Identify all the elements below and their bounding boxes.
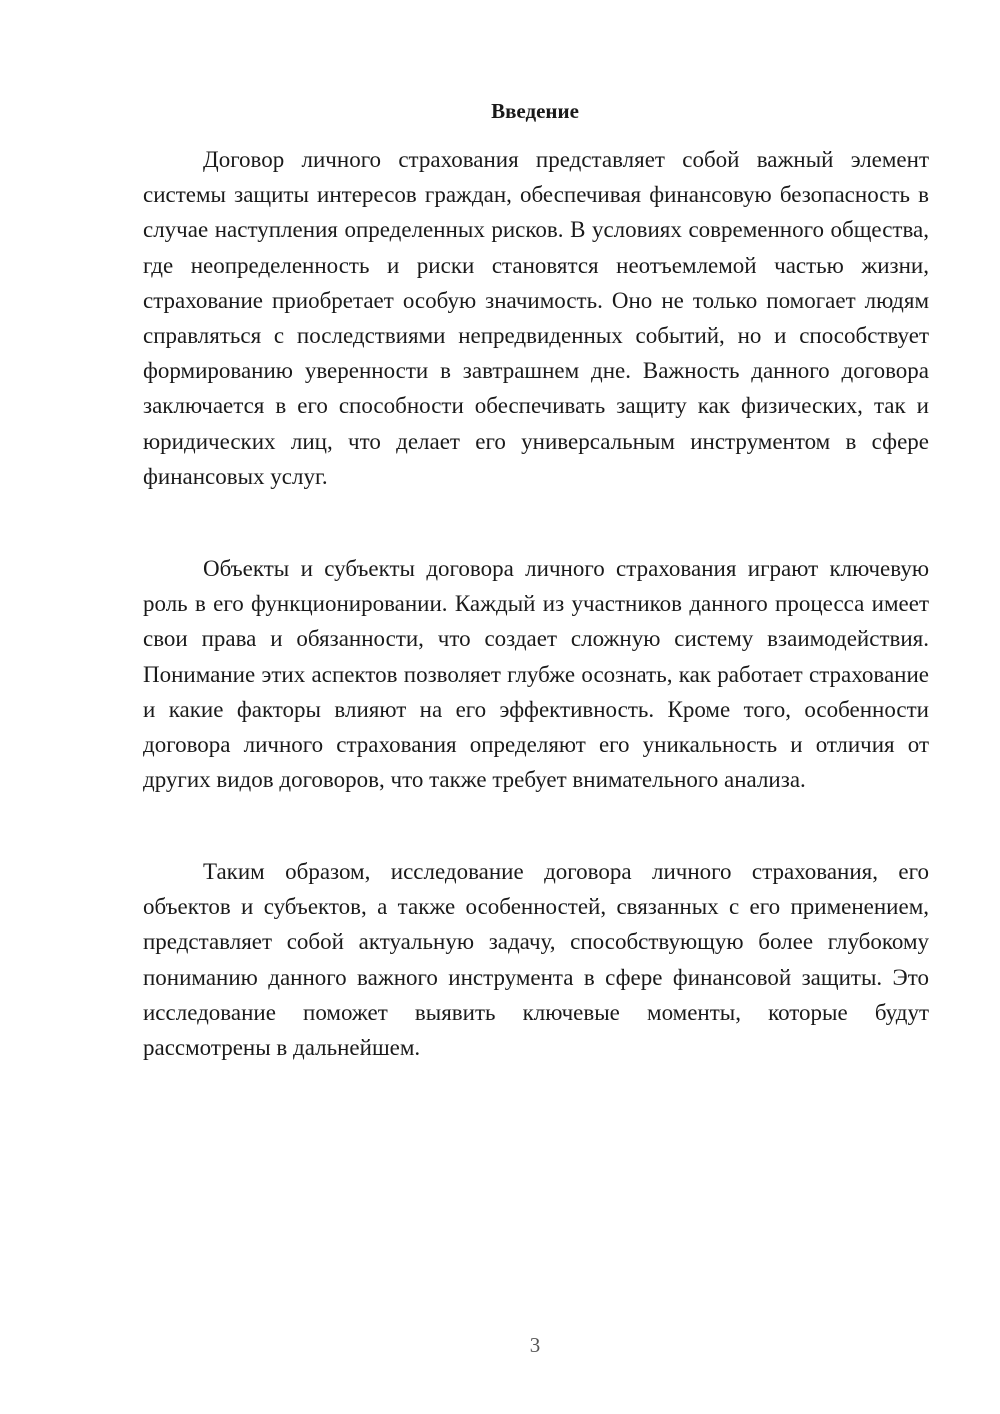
paragraph: Объекты и субъекты договора личного страхования играют ключевую роль в его функционировании. Каждый из участников данного процесса имеет свои права и обязанности, что создает сложную систему взаимодействия. Понимание этих аспектов позволяет глубже осознать, как работает страхование и какие факторы влияют на его эффективность. Кроме того, особенности договора личного страхования определяют его уникальность и отличия от других видов договоров, что также требует внимательного анализа. <box>143 556 929 793</box>
page-title: Введение <box>491 99 579 123</box>
paragraph: Договор личного страхования представляет собой важный элемент системы защиты интересов граждан, обеспечивая финансовую безопасность в случае наступления определенных рисков. В условиях современного общества, где неопределенность и риски становятся неотъемлемой частью жизни, страхование приобретает особую значимость. Оно не только помогает людям справляться с последствиями непредвиденных событий, но и способствует формированию уверенности в завтрашнем дне. Важность данного договора заключается в его способности обеспечивать защиту как физических, так и юридических лиц, что делает его универсальным инструментом в сфере финансовых услуг. <box>143 147 929 489</box>
paragraph: Таким образом, исследование договора личного страхования, его объектов и субъектов, а также особенностей, связанных с его применением, представляет собой актуальную задачу, способствующую более глубокому пониманию данного важного инструмента в сфере финансовой защиты. Это исследование поможет выявить ключевые моменты, которые будут рассмотрены в дальнейшем. <box>143 859 929 1061</box>
page-number: 3 <box>529 1333 541 1357</box>
